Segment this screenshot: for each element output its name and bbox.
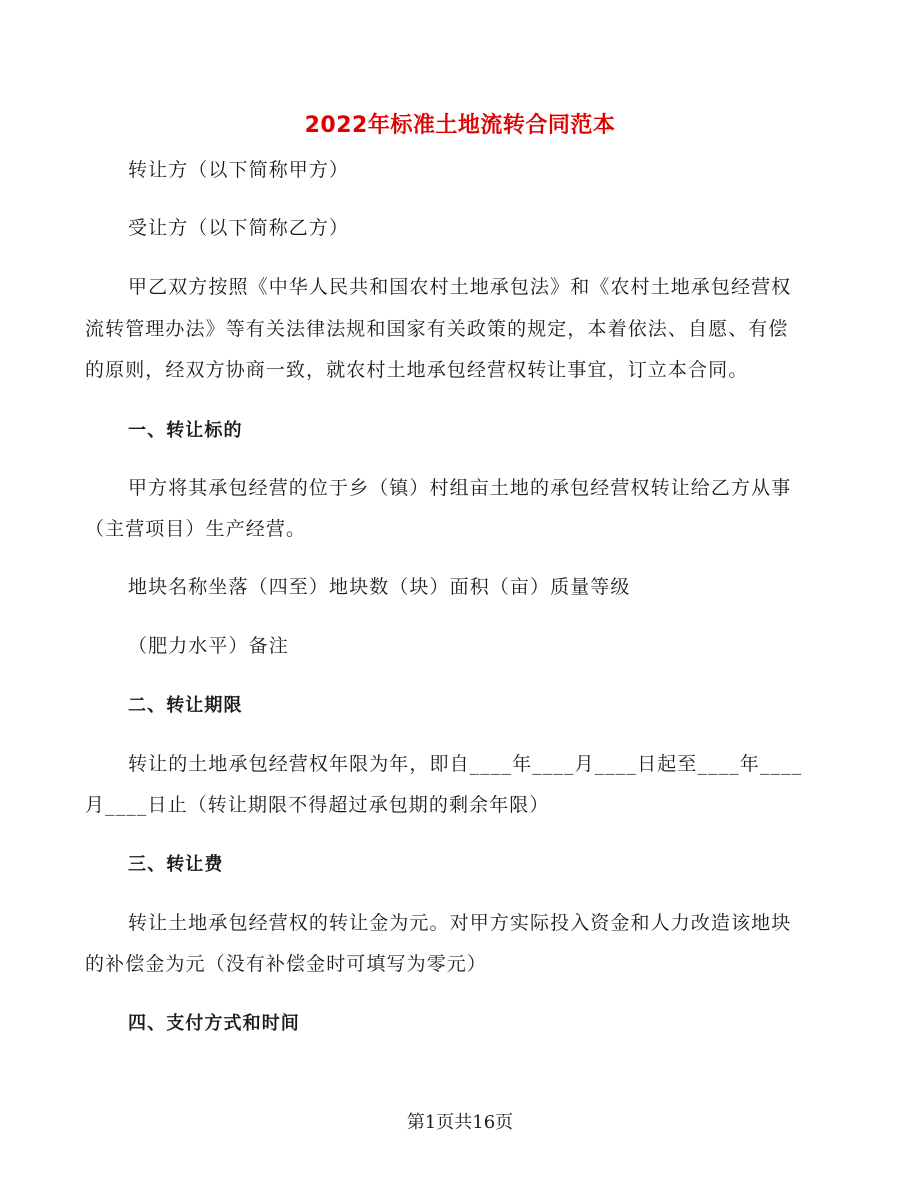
preamble-line-2: 流转管理办法》等有关法律法规和国家有关政策的规定，本着依法、自愿、有偿 — [85, 318, 789, 340]
section-3-heading: 三、转让费 — [128, 854, 224, 875]
section-1-para-line-2: （主营项目）生产经营。 — [85, 518, 307, 540]
section-2-heading: 二、转让期限 — [128, 695, 243, 716]
preamble-line-1: 甲乙双方按照《中华人民共和国农村土地承包法》和《农村土地承包经营权 — [128, 276, 792, 298]
section-1-table-line-2: （肥力水平）备注 — [128, 635, 289, 657]
document-title: 2022年标准土地流转合同范本 — [304, 113, 616, 138]
section-4-heading: 四、支付方式和时间 — [128, 1013, 300, 1034]
party-b-line: 受让方（以下简称乙方） — [128, 217, 350, 239]
section-3-para-line-1: 转让土地承包经营权的转让金为元。对甲方实际投入资金和人力改造该地块 — [128, 912, 792, 934]
section-1-heading: 一、转让标的 — [128, 420, 243, 441]
section-2-para-line-2: 月____日止（转让期限不得超过承包期的剩余年限） — [85, 794, 550, 816]
section-1-table-line-1: 地块名称坐落（四至）地块数（块）面积（亩）质量等级 — [128, 576, 631, 598]
page-footer: 第1页共16页 — [406, 1112, 514, 1133]
preamble-line-3: 的原则，经双方协商一致，就农村土地承包经营权转让事宜，订立本合同。 — [85, 359, 749, 381]
section-2-para-line-1: 转让的土地承包经营权年限为年，即自____年____月____日起至____年____ — [128, 753, 803, 775]
section-1-para-line-1: 甲方将其承包经营的位于乡（镇）村组亩土地的承包经营权转让给乙方从事 — [128, 477, 792, 499]
section-3-para-line-2: 的补偿金为元（没有补偿金时可填写为零元） — [85, 953, 488, 975]
party-a-line: 转让方（以下简称甲方） — [128, 159, 350, 181]
